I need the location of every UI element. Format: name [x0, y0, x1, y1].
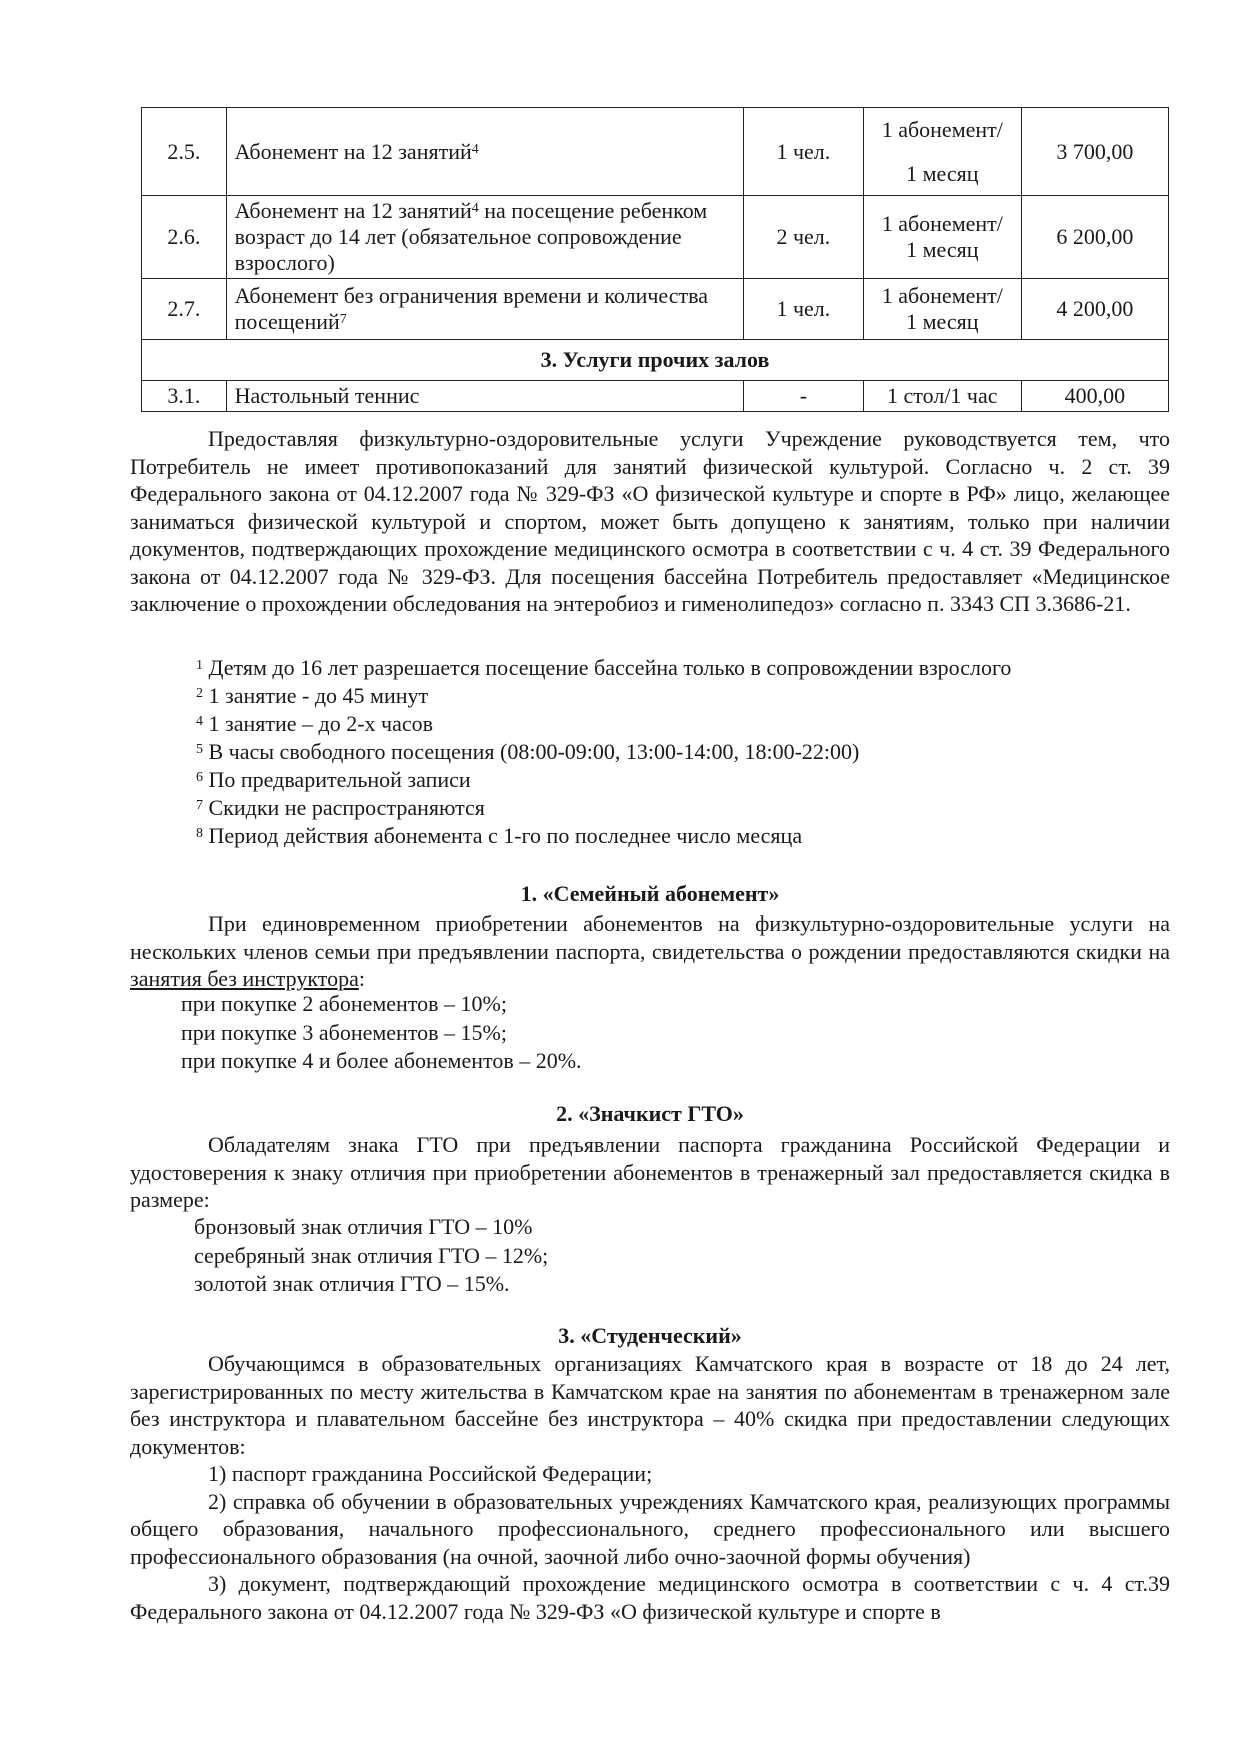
people-count: -: [743, 381, 863, 412]
people-count: 1 чел.: [743, 108, 863, 196]
footnote: $^4$ 1 занятие – до 2-х часов: [196, 711, 434, 736]
list-item: при покупке 2 абонементов – 10%;: [181, 991, 507, 1016]
list-item: золотой знак отличия ГТО – 15%.: [194, 1271, 510, 1296]
table-row: [142, 108, 1169, 196]
row-number: 2.7.: [142, 279, 227, 340]
table-row: [142, 196, 1169, 279]
family-paragraph: При единовременном приобретении абонементов на физкультурно-оздоровительные услуги на нескольких членов семьи при предъявлении паспорта, свидетельства о рождении предоставляются скидки на занятия без инструктора:: [130, 911, 1170, 991]
list-item: серебряный знак отличия ГТО – 12%;: [194, 1242, 549, 1268]
list-item: 2) справка об обучении в образовательных учреждениях Камчатского края, реализующих программы общего образования, начального профессионального, среднего профессионального или высшего профессионального образования (на очной, заочной либо очно-заочной формы обучения): [130, 1488, 1170, 1569]
unit-of-measure: 1 стол/1 час: [863, 381, 1021, 412]
footnote: $^2$ 1 занятие - до 45 минут: [196, 683, 429, 708]
section-heading-student: 3. «Студенческий»: [558, 1323, 742, 1348]
service-name: Абонемент на 12 занятий$^4$ на посещение ребенком возраст до 14 лет (обязательное сопровождение взрослого): [226, 196, 743, 279]
footnotes: [196, 654, 1096, 850]
table-row: [142, 279, 1169, 340]
list-item: бронзовый знак отличия ГТО – 10%: [194, 1214, 533, 1239]
section-heading-gto: 2. «Значкист ГТО»: [556, 1101, 744, 1126]
unit-of-measure: 1 абонемент/ 1 месяц: [863, 108, 1021, 196]
service-name: Абонемент на 12 занятий$^4$: [226, 108, 743, 196]
service-name: Абонемент без ограничения времени и количества посещений$^7$: [226, 279, 743, 340]
gto-discount-list: [194, 1213, 548, 1299]
section-row: [142, 340, 1169, 381]
list-item: 1) паспорт гражданина Российской Федерации;: [208, 1461, 653, 1486]
price-table: [141, 107, 1169, 412]
unit-of-measure: 1 абонемент/ 1 месяц: [863, 279, 1021, 340]
footnote: $^1$ Детям до 16 лет разрешается посещение бассейна только в сопровождении взрослого: [196, 655, 1012, 680]
gto-paragraph: Обладателям знака ГТО при предъявлении паспорта гражданина Российской Федерации и удостоверения к знаку отличия при приобретении абонементов в тренажерный зал предоставляется скидка в размере:: [130, 1132, 1170, 1212]
section-title: 3. Услуги прочих залов: [142, 340, 1169, 381]
footnote: $^5$ В часы свободного посещения (08:00-09:00, 13:00-14:00, 18:00-22:00): [196, 739, 860, 764]
footnote: $^6$ По предварительной записи: [196, 767, 471, 792]
people-count: 2 чел.: [743, 196, 863, 279]
row-number: 2.5.: [142, 108, 227, 196]
table-row: [142, 381, 1169, 412]
footnote: $^8$ Период действия абонемента с 1-го по последнее число месяца: [196, 823, 803, 848]
section-heading-family: 1. «Семейный абонемент»: [520, 881, 780, 906]
family-discount-list: [181, 990, 582, 1076]
list-item: при покупке 3 абонементов – 15%;: [181, 1019, 507, 1045]
row-number: 3.1.: [142, 381, 227, 412]
list-item: при покупке 4 и более абонементов – 20%.: [181, 1048, 582, 1073]
intro-paragraph: Предоставляя физкультурно-оздоровительные услуги Учреждение руководствуется тем, что Потребитель не имеет противопоказаний для занятий физической культурой. Согласно ч. 2 ст. 39 Федерального закона от 04.12.2007 года № 329-ФЗ «О физической культуре и спорте в РФ» лицо, желающее заниматься физической культурой и спортом, может быть допущено к занятиям, только при наличии документов, подтверждающих прохождение медицинского осмотра в соответствии с ч. 4 ст. 39 Федерального закона от 04.12.2007 года № 329-ФЗ. Для посещения бассейна Потребитель предоставляет «Медицинское заключение о прохождении обследования на энтеробиоз и гименолипедоз» согласно п. 3343 СП 3.3686-21.: [130, 426, 1170, 616]
price: 4 200,00: [1021, 279, 1168, 340]
price: 6 200,00: [1021, 196, 1168, 279]
price: 3 700,00: [1021, 108, 1168, 196]
footnote: $^7$ Скидки не распространяются: [196, 795, 485, 820]
people-count: 1 чел.: [743, 279, 863, 340]
unit-of-measure: 1 абонемент/ 1 месяц: [863, 196, 1021, 279]
student-paragraph: Обучающимся в образовательных организациях Камчатского края в возрасте от 18 до 24 лет, зарегистрированных по месту жительства в Камчатском крае на занятия по абонементам в тренажерном зале без инструктора и плавательном бассейне без инструктора – 40% скидка при предоставлении следующих документов: 1) паспорт гражданина Российской Федерации; 2) справка об обучении в образовательных учреждениях Камчатского края, реализующих программы общего образования, начального профессионального, среднего профессионального или высшего профессионального образования (на очной, заочной либо очно-заочной формы обучения) 3) документ, подтверждающий прохождение медицинского осмотра в соответствии с ч. 4 ст.39 Федерального закона от 04.12.2007 года № 329-ФЗ «О физической культуре и спорте в: [130, 1351, 1170, 1624]
row-number: 2.6.: [142, 196, 227, 279]
price: 400,00: [1021, 381, 1168, 412]
list-item: 3) документ, подтверждающий прохождение медицинского осмотра в соответствии с ч. 4 ст.39 Федерального закона от 04.12.2007 года № 329-ФЗ «О физической культуре и спорте в: [130, 1571, 1170, 1624]
service-name: Настольный теннис: [226, 381, 743, 412]
